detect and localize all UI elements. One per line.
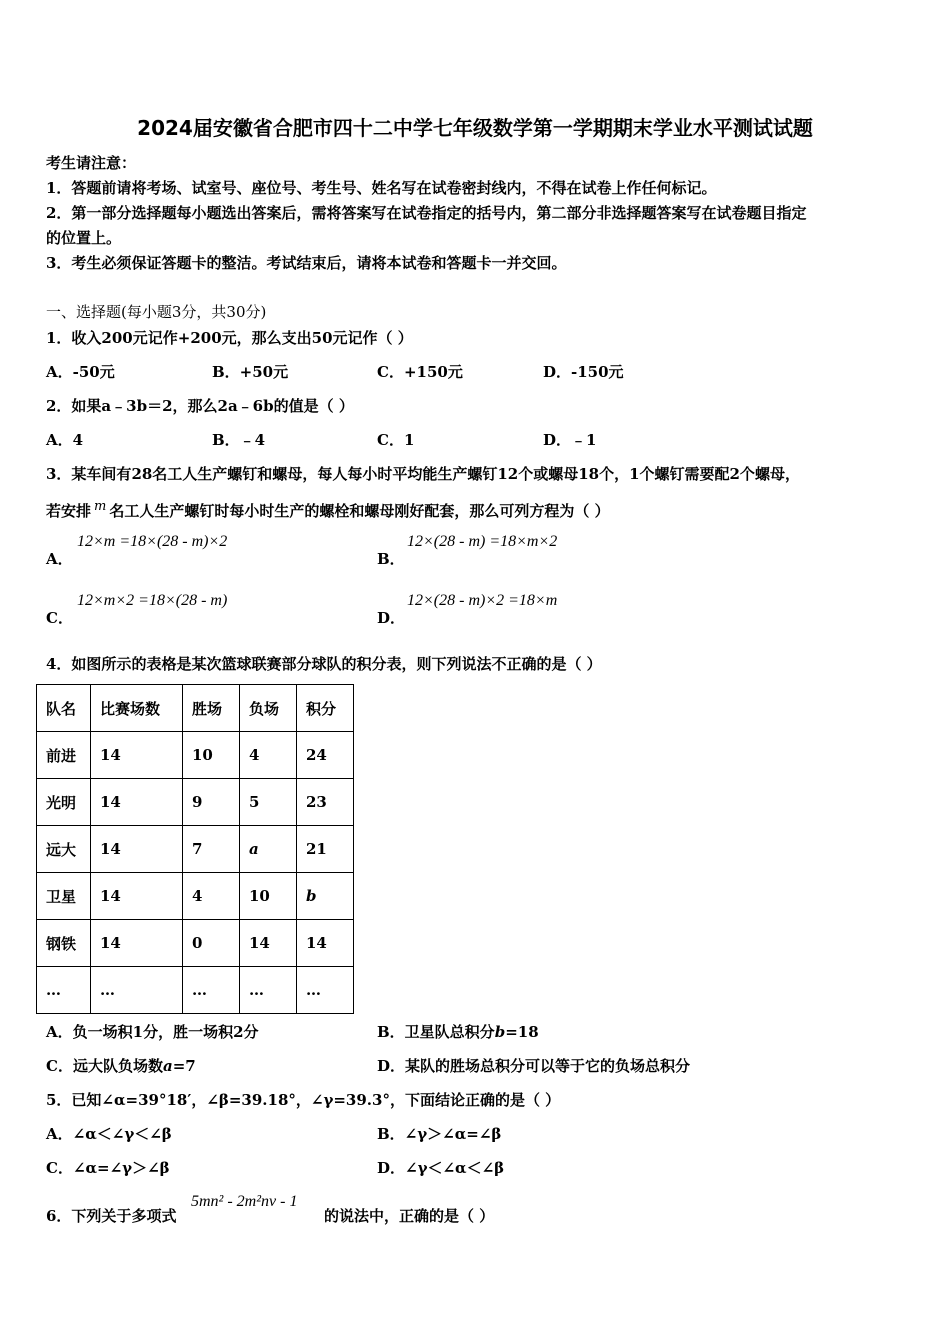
q2-stem: 2．如果a﹣3b＝2，那么2a﹣6b的值是（ ） <box>46 397 354 415</box>
table-row <box>37 732 354 779</box>
q4-stem: 4．如图所示的表格是某次篮球联赛部分球队的积分表，则下列说法不正确的是（ ） <box>46 655 602 673</box>
table-cell: 14 <box>91 732 183 779</box>
q3-stem-1: 3．某车间有28名工人生产螺钉和螺母，每人每小时平均能生产螺钉12个或螺母18个，1个螺钉需要配2个螺母， <box>46 465 800 483</box>
table-cell: 5 <box>240 779 297 826</box>
q2-option-c: C．1 <box>377 431 415 449</box>
table-cell: 光明 <box>37 779 91 826</box>
q5-option-b: B．∠γ＞∠α=∠β <box>377 1125 502 1143</box>
q3-option-d-label: D． <box>377 609 406 627</box>
table-cell: 23 <box>297 779 354 826</box>
q2-option-b: B．﹣4 <box>212 431 266 449</box>
table-cell: 14 <box>240 920 297 967</box>
table-cell: 14 <box>91 920 183 967</box>
section-heading: 一、选择题(每小题3分，共30分) <box>46 303 267 321</box>
q4-option-c-var: a <box>162 1057 173 1075</box>
table-row <box>37 873 354 920</box>
q3-option-b-equation: 12×(28 - m) =18×m×2 <box>407 533 558 550</box>
q4-option-a: A．负一场积1分，胜一场积2分 <box>46 1023 259 1041</box>
table-row <box>37 779 354 826</box>
q1-option-b: B．+50元 <box>212 363 289 381</box>
table-cell: 24 <box>297 732 354 779</box>
q4-option-c-value: =7 <box>172 1057 196 1075</box>
table-cell: a <box>240 826 297 873</box>
header-cell: 负场 <box>240 685 297 732</box>
q6-polynomial: 5mn² - 2m²nv - 1 <box>191 1193 298 1210</box>
table-cell: 9 <box>183 779 240 826</box>
table-cell: 10 <box>240 873 297 920</box>
q4-option-d: D．某队的胜场总积分可以等于它的负场总积分 <box>377 1057 691 1075</box>
header-cell: 比赛场数 <box>91 685 183 732</box>
table-cell: 4 <box>240 732 297 779</box>
table-cell: … <box>183 967 240 1014</box>
table-cell: 4 <box>183 873 240 920</box>
notice-item-3: 3．考生必须保证答题卡的整洁。考试结束后，请将本试卷和答题卡一并交回。 <box>46 254 567 272</box>
table-cell: 14 <box>297 920 354 967</box>
table-cell: … <box>297 967 354 1014</box>
header-cell: 队名 <box>37 685 91 732</box>
table-row <box>37 920 354 967</box>
table-cell: 钢铁 <box>37 920 91 967</box>
notice-item-2-cont: 的位置上。 <box>46 229 122 247</box>
q5-stem: 5．已知∠α=39°18′，∠β=39.18°，∠γ=39.3°，下面结论正确的是（ ） <box>46 1091 561 1109</box>
table-cell: 卫星 <box>37 873 91 920</box>
table-cell: … <box>91 967 183 1014</box>
table-cell: 14 <box>91 779 183 826</box>
q1-option-a: A．-50元 <box>46 363 115 381</box>
table-header-row <box>37 685 354 732</box>
q1-option-d: D．-150元 <box>543 363 624 381</box>
table-cell: 0 <box>183 920 240 967</box>
q4-option-b-var: b <box>494 1023 506 1041</box>
q3-stem-2 <box>46 500 610 521</box>
notice-item-1: 1．答题前请将考场、试室号、座位号、考生号、姓名写在试卷密封线内，不得在试卷上作任何标记。 <box>46 179 717 197</box>
q2-option-d: D．﹣1 <box>543 431 597 449</box>
q3-option-d-equation: 12×(28 - m)×2 =18×m <box>407 592 558 609</box>
q1-stem: 1．收入200元记作+200元，那么支出50元记作（ ） <box>46 329 413 347</box>
q4-option-b-value: =18 <box>505 1023 539 1041</box>
table-cell: 21 <box>297 826 354 873</box>
q3-option-c-equation: 12×m×2 =18×(28 - m) <box>77 592 228 609</box>
table-cell: 14 <box>91 826 183 873</box>
q3-option-a-label: A． <box>46 550 73 568</box>
q4-option-b-text: B．卫星队总积分 <box>377 1023 495 1041</box>
q5-option-c: C．∠α=∠γ＞∠β <box>46 1159 170 1177</box>
notice-item-2: 2．第一部分选择题每小题选出答案后，需将答案写在试卷指定的括号内，第二部分非选择题答案写在试卷题目指定 <box>46 204 807 222</box>
standings-table <box>36 684 354 1014</box>
notice-heading: 考生请注意： <box>46 154 137 172</box>
q4-option-b <box>377 1021 539 1042</box>
table-cell: b <box>297 873 354 920</box>
q5-option-d: D．∠γ＜∠α＜∠β <box>377 1159 505 1177</box>
q4-option-c <box>46 1055 196 1076</box>
exam-title: 2024届安徽省合肥市四十二中学七年级数学第一学期期末学业水平测试试题 <box>137 116 813 140</box>
table-cell: 远大 <box>37 826 91 873</box>
q3-option-c-label: C． <box>46 609 73 627</box>
q2-option-a: A．4 <box>46 431 84 449</box>
q5-option-a: A．∠α＜∠γ＜∠β <box>46 1125 172 1143</box>
table-row <box>37 826 354 873</box>
table-cell: 前进 <box>37 732 91 779</box>
table-cell: … <box>240 967 297 1014</box>
header-cell: 胜场 <box>183 685 240 732</box>
q3-option-b-label: B． <box>377 550 405 568</box>
q3-option-a-equation: 12×m =18×(28 - m)×2 <box>77 533 228 550</box>
q6-stem-a: 6．下列关于多项式 <box>46 1207 177 1225</box>
table-cell: 14 <box>91 873 183 920</box>
q3-stem-2a: 若安排 <box>46 502 92 520</box>
q3-stem-2b: 名工人生产螺钉时每小时生产的螺栓和螺母刚好配套，那么可列方程为（ ） <box>109 502 610 520</box>
table-row <box>37 967 354 1014</box>
q4-option-c-text: C．远大队负场数 <box>46 1057 163 1075</box>
table-cell: … <box>37 967 91 1014</box>
q3-var-m: m <box>94 499 107 514</box>
q1-option-c: C．+150元 <box>377 363 463 381</box>
header-cell: 积分 <box>297 685 354 732</box>
table-cell: 10 <box>183 732 240 779</box>
q6-stem-b: 的说法中，正确的是（ ） <box>324 1207 495 1225</box>
table-cell: 7 <box>183 826 240 873</box>
